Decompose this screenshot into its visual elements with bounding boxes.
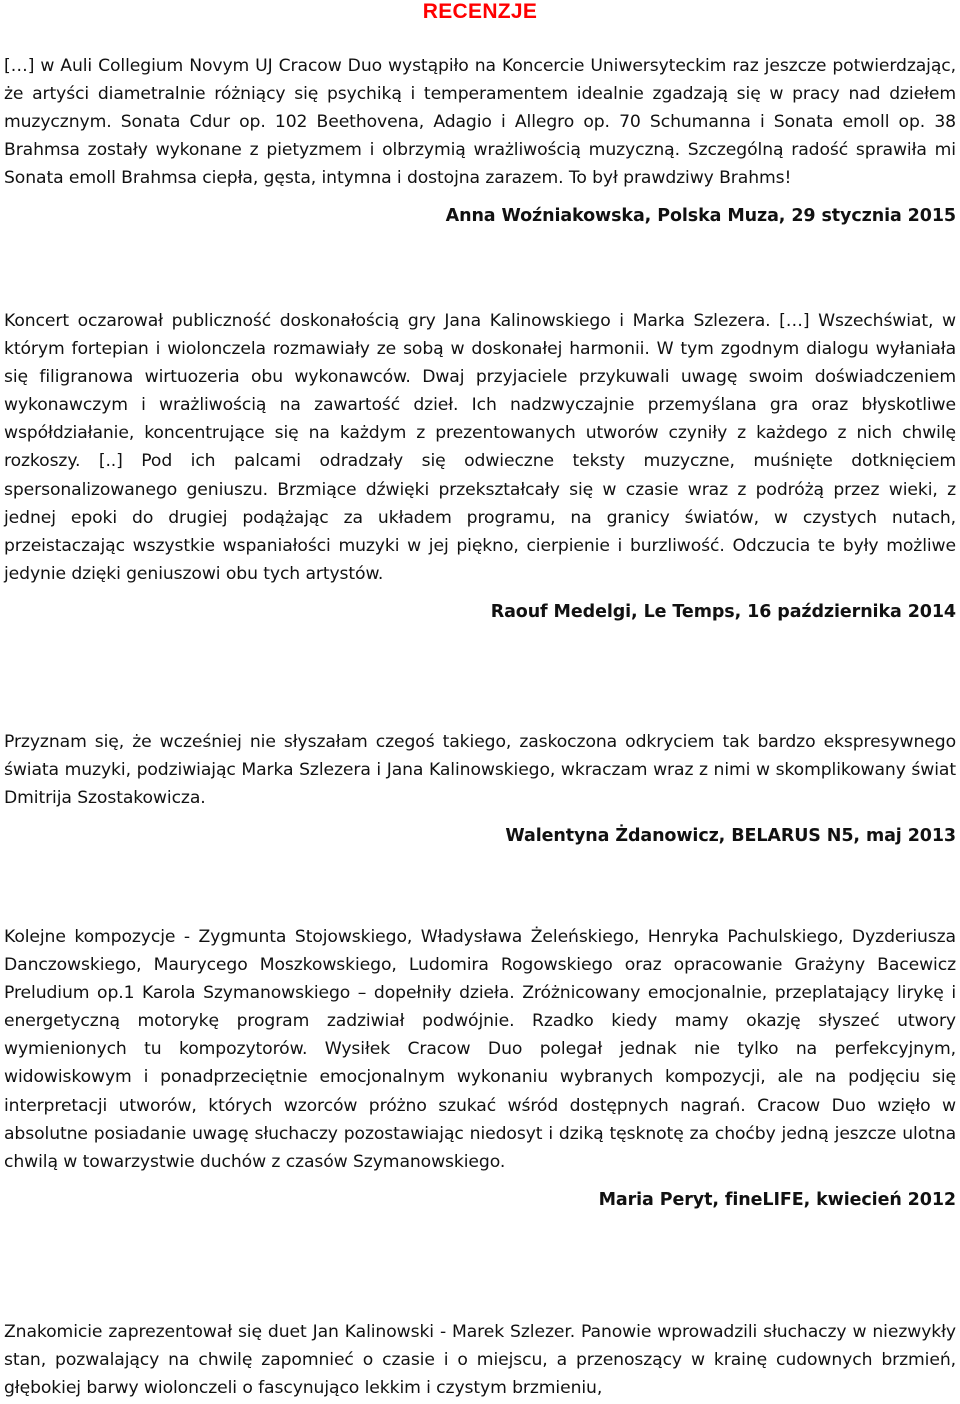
review-attribution: Raouf Medelgi, Le Temps, 16 października 2014 <box>490 601 956 622</box>
review-5 <box>4 1318 956 1402</box>
review-attribution: Anna Woźniakowska, Polska Muza, 29 stycznia 2015 <box>445 206 956 227</box>
review-text: […] w Auli Collegium Novym UJ Cracow Duo wystąpiło na Koncercie Uniwersyteckim raz jeszcze potwierdzając, że artyści diametralnie różniący się psychiką i temperamentem idealnie zgadzają się w pracy nad dziełem muzycznym. Sonata Cdur op. 102 Beethovena, Adagio i Allegro op. 70 Schumanna i Sonata emoll op. 38 Brahmsa zostały wykonane z pietyzmem i olbrzymią wrażliwością muzyczną. Szczególną radość sprawiła mi Sonata emoll Brahmsa ciepła, gęsta, intymna i dostojna zarazem. To był prawdziwy Brahms! <box>4 56 956 189</box>
review-4 <box>4 923 956 1214</box>
review-1 <box>4 52 956 231</box>
review-attribution: Maria Peryt, fineLIFE, kwiecień 2012 <box>598 1189 956 1210</box>
review-attribution: Walentyna Żdanowicz, BELARUS N5, maj 2013 <box>505 826 956 847</box>
review-text: Koncert oczarował publiczność doskonałością gry Jana Kalinowskiego i Marka Szlezera. […] Wszechświat, w którym fortepian i wiolonczela rozmawiały ze sobą w doskonałej harmonii. W tym zgodnym dialogu wyłaniała się filigranowa wirtuozeria obu wykonawców. Dwaj przyjaciele przykuwali uwagę swoim doświadczeniem wykonawczym i wrażliwością na zawartość dzieł. Ich nadzwyczajnie przemyślana gra oraz błyskotliwe współdziałanie, koncentrujące się na każdym z prezentowanych utworów czyniły z każdego z nich chwilę rozkoszy. [..] Pod ich palcami odradzały się odwieczne teksty muzyczne, muśnięte dotknięciem spersonalizowanego geniuszu. Brzmiące dźwięki przekształcały się w czasie wraz z podróżą przez wieki, z jednej epoki do drugiej podążając za układem programu, na granicy światów, w czystych nutach, przeistaczając wszystkie wspaniałości muzyki w jej piękno, cierpienie i burzliwość. Odczucia te były możliwe jedynie dzięki geniuszowi obu tych artystów. <box>4 311 956 584</box>
review-2 <box>4 307 956 626</box>
page-title: RECENZJE <box>422 0 538 23</box>
review-text: Znakomicie zaprezentował się duet Jan Kalinowski - Marek Szlezer. Panowie wprowadzili słuchaczy w niezwykły stan, pozwalający na chwilę zapomnieć o czasie i o miejscu, a przenoszący w krainę cudownych brzmień, głębokiej barwy wiolonczeli o fascynująco lekkim i czystym brzmieniu, <box>4 1322 956 1399</box>
review-3 <box>4 728 956 850</box>
review-text: Przyznam się, że wcześniej nie słyszałam czegoś takiego, zaskoczona odkryciem tak bardzo ekspresywnego świata muzyki, podziwiając Marka Szlezera i Jana Kalinowskiego, wkraczam wraz z nimi w skomplikowany świat Dmitrija Szostakowicza. <box>4 732 956 809</box>
document-page <box>4 0 956 1399</box>
review-text: Kolejne kompozycje - Zygmunta Stojowskiego, Władysława Żeleńskiego, Henryka Pachulskiego, Dyzderiusza Danczowskiego, Maurycego Moszkowskiego, Ludomira Rogowskiego oraz opracowanie Grażyny Bacewicz Preludium op.1 Karola Szymanowskiego – dopełniły dzieła. Zróżnicowany emocjonalnie, przeplatający lirykę i energetyczną motorykę program zadziwiał podwójnie. Rzadko kiedy mamy okazję słyszeć utwory wymienionych tu kompozytorów. Wysiłek Cracow Duo polegał jednak nie tylko na perfekcyjnym, widowiskowym i ponadprzeciętnie emocjonalnym wykonaniu wybranych kompozycji, ale na podjęciu się interpretacji utworów, których wzorców próżno szukać wśród dostępnych nagrań. Cracow Duo wzięło w absolutne posiadanie uwagę słuchaczy pozostawiając niedosyt i dziką tęsknotę za choćby jedną jeszcze ulotna chwilą w towarzystwie duchów z czasów Szymanowskiego. <box>4 927 956 1172</box>
